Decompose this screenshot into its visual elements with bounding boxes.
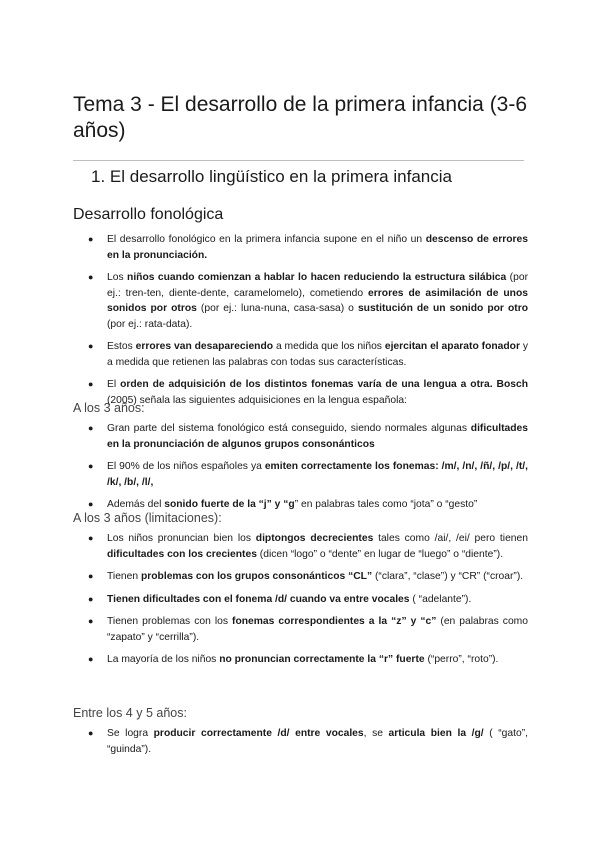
text-run: La mayoría de los niños — [107, 654, 220, 665]
text-run: ( “gato”, “guinda”). — [107, 728, 528, 755]
bold-text: fonemas correspondientes a la “z” y “c” — [232, 616, 437, 627]
bold-text: errores de asimilación de unos sonidos por otros — [107, 287, 528, 314]
bold-text: dificultades con los crecientes — [107, 548, 257, 560]
text-run: a medida que los niños — [273, 341, 385, 352]
bullet-icon: ● — [88, 616, 94, 626]
bold-text: sustitución de un sonido por otro — [357, 303, 529, 314]
list-item — [73, 592, 528, 608]
bullet-icon: ● — [88, 272, 94, 282]
age3-limits-list — [73, 531, 528, 675]
text-run: Gran parte del sistema fonológico está conseguido, siendo normales algunas — [107, 423, 471, 434]
bullet-icon: ● — [88, 593, 94, 604]
bullet-icon: ● — [88, 423, 94, 433]
bold-text: dificultades en la pronunciación de algunos grupos consonánticos — [107, 423, 528, 450]
age3-list — [73, 421, 528, 520]
text-run: , se — [363, 728, 389, 739]
bullet-icon: ● — [88, 499, 94, 509]
age45-list — [73, 726, 528, 764]
bold-text: diptongos decrecientes — [255, 533, 374, 544]
text-run: Los niños pronuncian bien los — [107, 533, 256, 544]
bullet-icon: ● — [88, 654, 94, 664]
text-run: Además del — [107, 499, 165, 510]
bold-text: errores van desapareciendo — [135, 341, 274, 352]
age3-heading: A los 3 años: — [73, 401, 145, 415]
list-item — [73, 270, 528, 332]
title-divider — [73, 160, 524, 161]
text-run: (“clara”, “clase”) y “CR” (“croar”). — [372, 571, 524, 582]
text-run: (por ej.: luna-nuna, casa-sasa) o — [196, 303, 358, 314]
text-run: El 90% de los niños españoles ya — [107, 461, 265, 472]
text-run: (“perro”, “roto”). — [424, 654, 499, 665]
bold-text: Tienen dificultades con el fonema /d/ cuando va entre vocales — [107, 593, 410, 605]
text-run: (en palabras como “zapato” y “cerrilla”). — [107, 616, 528, 643]
text-run: y a medida que retienen las palabras con todas sus características. — [107, 341, 529, 368]
page-title: Tema 3 - El desarrollo de la primera infancia (3-6 años) — [73, 93, 528, 142]
section-heading: 1. El desarrollo lingüístico en la primera infancia — [91, 167, 452, 186]
text-run: ( “adelante”). — [409, 593, 472, 605]
text-run: El — [107, 379, 121, 390]
text-run: (por ej.: rata-data). — [107, 318, 193, 330]
text-run: (dicen “logo” o “dente” en lugar de “luego” o “diente”). — [256, 548, 504, 560]
text-run: Estos — [107, 341, 136, 352]
text-run: El desarrollo fonológico en la primera infancia supone en el niño un — [107, 234, 426, 245]
bullet-icon: ● — [88, 461, 94, 471]
bullet-icon: ● — [88, 571, 94, 581]
list-item — [73, 726, 528, 757]
bold-text: no pronuncian correctamente la “r” fuerte — [219, 654, 425, 665]
list-item — [73, 421, 528, 452]
bold-text: descenso de errores en la pronunciación. — [107, 234, 528, 261]
bullet-icon: ● — [88, 728, 94, 738]
bold-text: orden de adquisición de los distintos fonemas varía de una lengua a otra. Bosch — [120, 379, 528, 390]
bold-text: ejercitan el aparato fonador — [384, 341, 520, 352]
bullet-icon: ● — [88, 533, 94, 543]
bold-text: articula bien la /g/ — [388, 728, 484, 739]
bold-text: emiten correctamente los fonemas: /m/, /n/, /ñ/, /p/, /t/, /k/, /b/, /l/, — [107, 461, 529, 488]
list-item — [73, 614, 528, 645]
text-run: Los — [107, 272, 128, 283]
text-run: (por ej.: tren-ten, diente-dente, caramelomelo), cometiendo — [107, 272, 528, 299]
list-item — [73, 232, 528, 263]
text-run: Tienen — [107, 571, 141, 582]
bold-text: sonido fuerte de la “j” y “g — [164, 499, 295, 510]
bold-text: producir correctamente /d/ entre vocales — [153, 728, 364, 739]
list-item — [73, 339, 528, 370]
text-run: Se logra — [107, 728, 154, 739]
list-item — [73, 652, 528, 668]
text-run: Tienen problemas con los — [107, 616, 233, 627]
bold-text: problemas con los grupos consonánticos “CL” — [140, 571, 373, 582]
bold-text: niños cuando comienzan a hablar lo hacen reduciendo la estructura silábica — [127, 272, 507, 283]
age3-limits-heading: A los 3 años (limitaciones): — [73, 511, 222, 525]
text-run: ” en palabras tales como “jota” o “gesto” — [294, 499, 478, 510]
list-item — [73, 569, 528, 585]
bullet-icon: ● — [88, 379, 94, 389]
age45-heading: Entre los 4 y 5 años: — [73, 706, 187, 720]
bullet-icon: ● — [88, 234, 94, 244]
list-item — [73, 459, 528, 490]
bullet-icon: ● — [88, 341, 94, 351]
intro-list — [73, 232, 528, 415]
list-item — [73, 531, 528, 562]
text-run: tales como /ai/, /ei/ pero tienen — [373, 533, 528, 544]
text-run: (2005) señala las siguientes adquisiciones en la lengua española: — [107, 394, 407, 406]
subsection-heading: Desarrollo fonológica — [73, 206, 224, 223]
